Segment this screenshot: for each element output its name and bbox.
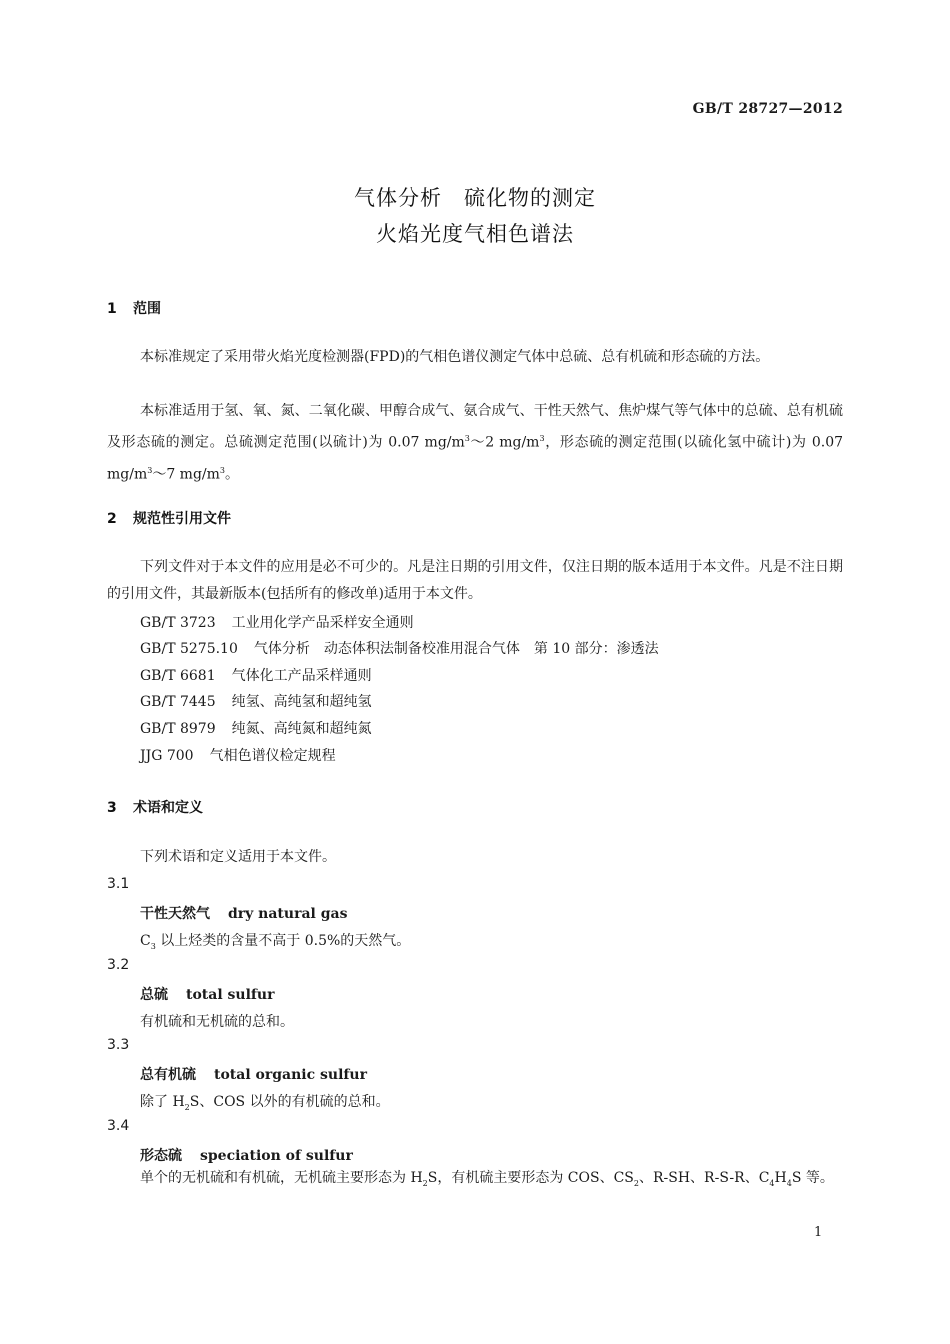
reference-item: JJG 700 气相色谱仪检定规程 (140, 748, 336, 764)
section-title: 术语和定义 (133, 800, 203, 816)
term-definition: 除了 $H_2S$、COS 以外的有机硫的总和。 (140, 1094, 390, 1112)
term-number: 3.1 (107, 876, 130, 892)
page-number: 1 (814, 1225, 823, 1240)
section-number: 2 (107, 511, 117, 527)
section-heading-scope (107, 298, 161, 318)
standard-code: GB/T 28727—2012 (692, 101, 843, 117)
term-definition: 有机硫和无机硫的总和。 (140, 1014, 294, 1030)
term-number: 3.4 (107, 1118, 130, 1134)
term-definition: $C_3$ 以上烃类的含量不高于 0.5%的天然气。 (140, 933, 411, 951)
scope-paragraph-2: 本标准适用于氢、氧、氮、二氧化碳、甲醇合成气、氨合成气、干性天然气、焦炉煤气等气体中的总硫、总有机硫及形态硫的测定。总硫测定范围(以硫计)为 0.07 $mg/m^3\sim 2$ $mg/m^3$，形态硫的测定范围(以硫化氢中硫计)为 0.07 $mg/m^3\sim 7$ $mg/m^3$。 (107, 403, 844, 483)
reference-item: GB/T 6681 气体化工产品采样通则 (140, 668, 372, 684)
section-title: 范围 (133, 301, 161, 317)
reference-item: GB/T 3723 工业用化学产品采样安全通则 (140, 615, 414, 631)
references-intro: 下列文件对于本文件的应用是必不可少的。凡是注日期的引用文件，仅注日期的版本适用于本文件。凡是不注日期的引用文件，其最新版本(包括所有的修改单)适用于本文件。 (107, 559, 843, 602)
term-entry: 总有机硫 total organic sulfur (140, 1067, 367, 1083)
term-entry: 形态硫 speciation of sulfur (140, 1148, 353, 1164)
section-title: 规范性引用文件 (133, 511, 231, 527)
reference-item: GB/T 7445 纯氢、高纯氢和超纯氢 (140, 694, 372, 710)
terms-intro: 下列术语和定义适用于本文件。 (140, 849, 336, 865)
scope-paragraph-1: 本标准规定了采用带火焰光度检测器(FPD)的气相色谱仪测定气体中总硫、总有机硫和形态硫的方法。 (140, 349, 770, 365)
section-heading-terms (107, 797, 203, 817)
reference-item: GB/T 8979 纯氮、高纯氮和超纯氮 (140, 721, 372, 737)
term-definition: 单个的无机硫和有机硫，无机硫主要形态为 $H_2S$，有机硫主要形态为 COS、$CS_2$、R-SH、R-S-R、$C_4H_4S$ 等。 (140, 1170, 834, 1188)
term-number: 3.3 (107, 1037, 130, 1053)
reference-item: GB/T 5275.10 气体分析 动态体积法制备校准用混合气体 第 10 部分：渗透法 (140, 641, 659, 657)
document-title-line1: 气体分析 硫化物的测定 (354, 186, 596, 210)
section-number: 1 (107, 301, 117, 317)
section-number: 3 (107, 800, 117, 816)
document-title-line2: 火焰光度气相色谱法 (376, 222, 574, 246)
term-entry: 总硫 total sulfur (140, 987, 275, 1003)
term-entry: 干性天然气 dry natural gas (140, 906, 348, 922)
term-number: 3.2 (107, 957, 130, 973)
section-heading-normative-references (107, 508, 231, 528)
